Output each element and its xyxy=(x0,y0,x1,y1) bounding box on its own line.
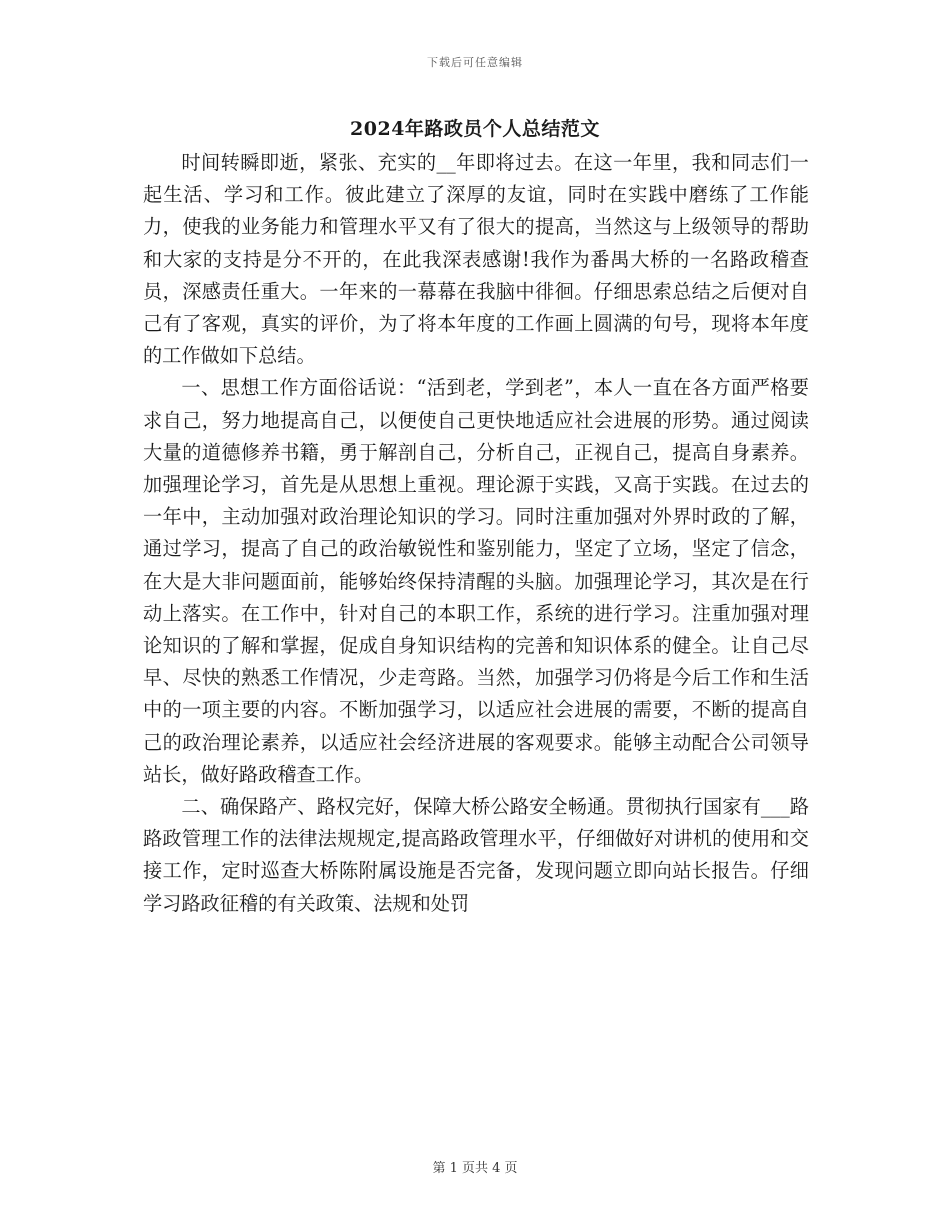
document-title: 2024年路政员个人总结范文 xyxy=(350,118,600,140)
page-number: 第 1 页共 4 页 xyxy=(432,1161,518,1176)
header-note: 下载后可任意编辑 xyxy=(427,56,523,69)
document-body xyxy=(143,147,809,920)
paragraph-section-1: 一、思想工作方面俗话说：“活到老，学到老”，本人一直在各方面严格要求自己，努力地提高自己，以便使自己更快地适应社会进展的形势。通过阅读大量的道德修养书籍，勇于解剖自己，分析自己，正视自己，提高自身素养。加强理论学习，首先是从思想上重视。理论源于实践，又高于实践。在过去的一年中，主动加强对政治理论知识的学习。同时注重加强对外界时政的了解，通过学习，提高了自己的政治敏锐性和鉴别能力，坚定了立场，坚定了信念，在大是大非问题面前，能够始终保持清醒的头脑。加强理论学习，其次是在行动上落实。在工作中，针对自己的本职工作，系统的进行学习。注重加强对理论知识的了解和掌握，促成自身知识结构的完善和知识体系的健全。让自己尽早、尽快的熟悉工作情况，少走弯路。当然，加强学习仍将是今后工作和生活中的一项主要的内容。不断加强学习，以适应社会进展的需要，不断的提高自己的政治理论素养，以适应社会经济进展的客观要求。能够主动配合公司领导站长，做好路政稽查工作。 xyxy=(143,376,809,786)
paragraph-section-2: 二、确保路产、路权完好，保障大桥公路安全畅通。贯彻执行国家有___路路政管理工作的法律法规规定,提高路政管理水平，仔细做好对讲机的使用和交接工作，定时巡查大桥陈附属设施是否完备，发现问题立即向站长报告。仔细学习路政征稽的有关政策、法规和处罚 xyxy=(143,795,809,915)
paragraph-intro: 时间转瞬即逝，紧张、充实的__年即将过去。在这一年里，我和同志们一起生活、学习和工作。彼此建立了深厚的友谊，同时在实践中磨练了工作能力，使我的业务能力和管理水平又有了很大的提高，当然这与上级领导的帮助和大家的支持是分不开的，在此我深表感谢!我作为番禺大桥的一名路政稽查员，深感责任重大。一年来的一幕幕在我脑中徘徊。仔细思索总结之后便对自己有了客观，真实的评价，为了将本年度的工作画上圆满的句号，现将本年度的工作做如下总结。 xyxy=(143,151,809,368)
